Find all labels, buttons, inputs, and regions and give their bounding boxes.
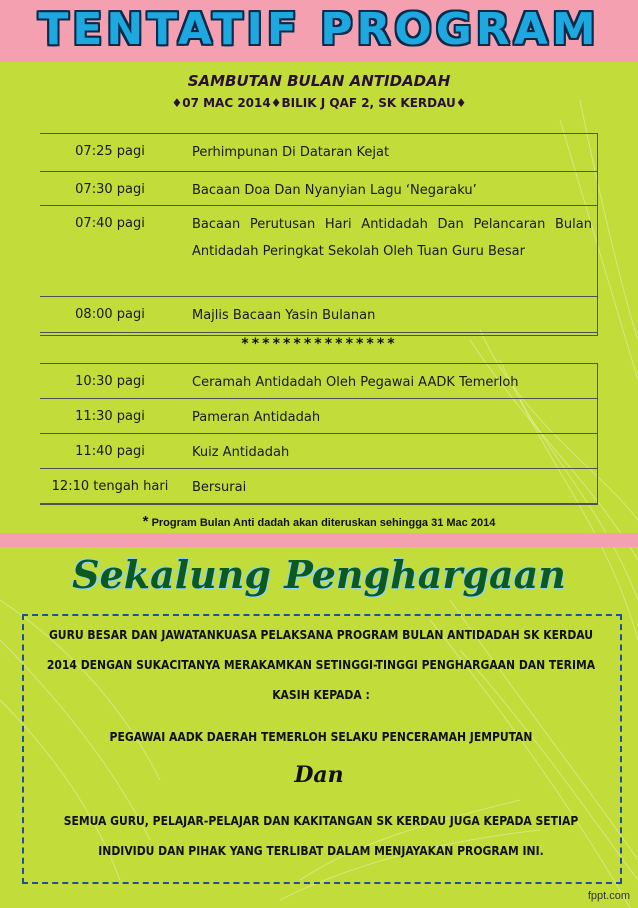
pink-divider (0, 533, 638, 547)
schedule-time: 11:30 pagi (40, 399, 180, 434)
table-row (40, 134, 598, 172)
event-subtitle: ♦07 MAC 2014♦BILIK J QAF 2, SK KERDAU♦ (171, 96, 467, 110)
table-row (40, 172, 598, 206)
table-row (40, 206, 598, 297)
header-banner (0, 0, 638, 62)
award-line-4: SEMUA GURU, PELAJAR-PELAJAR DAN KAKITANGAN SK KERDAU JUGA KEPADA SETIAP (63, 814, 579, 828)
table-row (40, 399, 598, 434)
schedule-activity: Kuiz Antidadah (180, 434, 598, 469)
schedule-activity: Pameran Antidadah (180, 399, 598, 434)
event-title: SAMBUTAN BULAN ANTIDADAH (187, 72, 451, 90)
page-title: TENTATIF PROGRAM (38, 4, 600, 55)
award-title: Sekalung Penghargaan (72, 552, 566, 597)
schedule-time: 12:10 tengah hari (40, 469, 180, 504)
note-asterisk: * (142, 513, 149, 530)
table-row (40, 364, 598, 399)
award-line-2: 2014 DENGAN SUKACITANYA MERAKAMKAN SETINGGI-TINGGI PENGHARGAAN DAN TERIMA (46, 658, 596, 672)
schedule-time: 08:00 pagi (40, 297, 180, 333)
award-conjunction: Dan (294, 762, 344, 788)
footer-credit: fppt.com (587, 890, 630, 902)
table-row (40, 469, 598, 504)
schedule-table-b (40, 363, 598, 504)
schedule-time: 10:30 pagi (40, 364, 180, 399)
award-line-1: GURU BESAR DAN JAWATANKUASA PELAKSANA PROGRAM BULAN ANTIDADAH SK KERDAU (48, 628, 594, 642)
schedule-time: 07:25 pagi (40, 134, 180, 172)
schedule-activity: Bersurai (180, 469, 598, 504)
schedule-activity: Bacaan Doa Dan Nyanyian Lagu ‘Negaraku’ (180, 172, 598, 206)
award-recipient: PEGAWAI AADK DAERAH TEMERLOH SELAKU PENCERAMAH JEMPUTAN (109, 730, 533, 744)
program-note (0, 513, 638, 530)
schedule-activity: Ceramah Antidadah Oleh Pegawai AADK Temerloh (180, 364, 598, 399)
schedule-activity: Bacaan Perutusan Hari Antidadah Dan Pelancaran Bulan Antidadah Peringkat Sekolah Oleh Tuan Guru Besar (180, 206, 598, 297)
award-line-3: KASIH KEPADA : (272, 688, 370, 702)
table-row (40, 297, 598, 333)
schedule-activity: Perhimpunan Di Dataran Kejat (180, 134, 598, 172)
schedule-time: 07:40 pagi (40, 206, 180, 297)
schedule-time: 07:30 pagi (40, 172, 180, 206)
award-line-5: INDIVIDU DAN PIHAK YANG TERLIBAT DALAM MENJAYAKAN PROGRAM INI. (98, 844, 544, 858)
separator-stars: *************** (240, 336, 398, 352)
schedule-time: 11:40 pagi (40, 434, 180, 469)
note-text: Program Bulan Anti dadah akan diteruskan sehingga 31 Mac 2014 (151, 517, 496, 529)
table-row (40, 434, 598, 469)
schedule-table-a (40, 133, 598, 333)
schedule-activity: Majlis Bacaan Yasin Bulanan (180, 297, 598, 333)
